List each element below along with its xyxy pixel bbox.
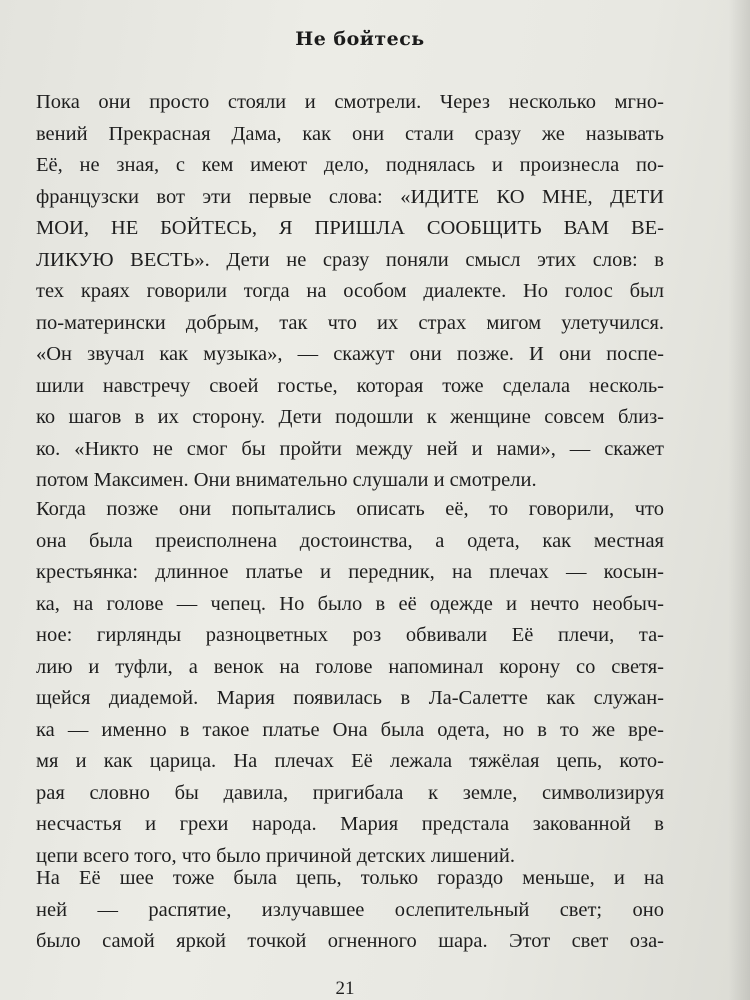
text-line: Её, не зная, с кем имеют дело, поднялась и произнесла по- [36, 154, 664, 176]
paragraph-2 [36, 494, 664, 872]
text-line: цепи всего того, что было причиной детских лишений. [36, 844, 515, 867]
text-line: было самой яркой точкой огненного шара. Этот свет оза- [36, 930, 664, 952]
page-edge-shadow [728, 0, 750, 1000]
text-line: она была преисполнена достоинства, а одета, как местная [36, 529, 664, 552]
text-line: щейся диадемой. Мария появилась в Ла-Салетте как служан- [36, 687, 664, 709]
text-line: ка, на голове — чепец. Но было в её одежде и нечто необыч- [36, 592, 664, 615]
paragraph-1 [36, 87, 664, 497]
text-line: шили навстречу своей гостье, которая тоже сделала несколь- [36, 374, 664, 397]
text-line: На Её шее тоже была цепь, только гораздо меньше, и на [36, 867, 664, 889]
text-line: ЛИКУЮ ВЕСТЬ». Дети не сразу поняли смысл этих слов: в [36, 248, 664, 271]
text-line: ное: гирлянды разноцветных роз обвивали Её плечи, та- [36, 624, 664, 646]
text-line: тех краях говорили тогда на особом диалекте. Но голос был [36, 280, 664, 302]
text-line: лию и туфли, а венок на голове напоминал корону со светя- [36, 655, 664, 678]
page-number: 21 [335, 978, 355, 999]
text-line: по-матерински добрым, так что их страх мигом улетучился. [36, 311, 664, 334]
text-line: МОИ, НЕ БОЙТЕСЬ, Я ПРИШЛА СООБЩИТЬ ВАМ ВЕ- [36, 217, 664, 239]
text-line: крестьянка: длинное платье и передник, на плечах — косын- [36, 561, 664, 583]
text-line: «Он звучал как музыка», — скажут они позже. И они поспе- [36, 343, 664, 365]
text-line: вений Прекрасная Дама, как они стали сразу же называть [36, 122, 664, 145]
chapter-title: Не бойтесь [295, 28, 425, 50]
text-line: мя и как царица. На плечах Её лежала тяжёлая цепь, кото- [36, 750, 664, 772]
text-line: ка — именно в такое платье Она была одета, но в то же вре- [36, 718, 664, 741]
text-line: Пока они просто стояли и смотрели. Через несколько мгно- [36, 91, 664, 113]
text-line: потом Максимен. Они внимательно слушали и смотрели. [36, 469, 537, 491]
text-line: ней — распятие, излучавшее ослепительный свет; оно [36, 898, 664, 921]
paragraph-3 [36, 863, 664, 958]
text-line: французски вот эти первые слова: «ИДИТЕ КО МНЕ, ДЕТИ [36, 185, 664, 208]
text-line: Когда позже они попытались описать её, то говорили, что [36, 498, 664, 520]
text-line: рая словно бы давила, пригибала к земле, символизируя [36, 781, 664, 804]
text-line: ко шагов в их сторону. Дети подошли к женщине совсем близ- [36, 406, 664, 428]
text-line: ко. «Никто не смог бы пройти между ней и нами», — скажет [36, 437, 664, 460]
text-line: несчастья и грехи народа. Мария предстала закованной в [36, 813, 664, 835]
